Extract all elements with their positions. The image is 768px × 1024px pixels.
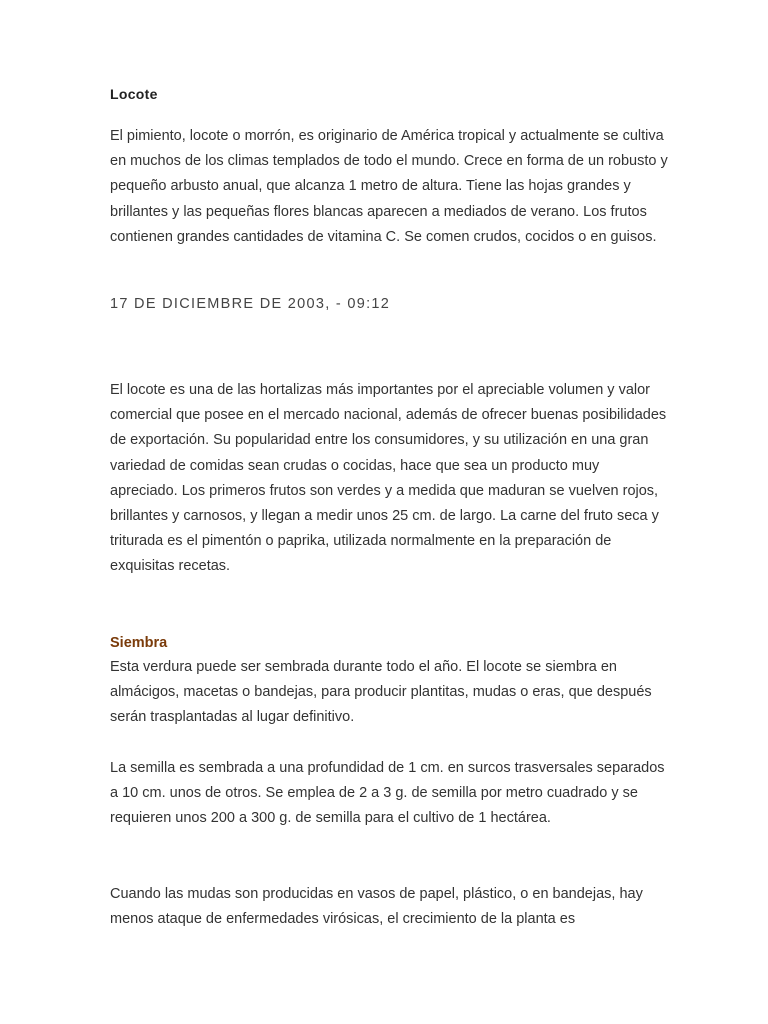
intro-paragraph: El pimiento, locote o morrón, es originario de América tropical y actualmente se cultiva en muchos de los climas templados de todo el mundo. Crece en forma de un robusto y pequeño arbusto anual, que alcanza 1 metro de altura. Tiene las hojas grandes y brillantes y las pequeñas flores blancas aparecen a mediados de verano. Los frutos contienen grandes cantidades de vitamina C. Se comen crudos, cocidos o en guisos. [110, 128, 668, 245]
body-paragraph: El locote es una de las hortalizas más importantes por el apreciable volumen y valor comercial que posee en el mercado nacional, además de ofrecer buenas posibilidades de exportación. Su popularidad entre los consumidores, y su utilización en una gran variedad de comidas sean crudas o cocidas, hace que sea un producto muy apreciado. Los primeros frutos son verdes y a medida que maduran se vuelven rojos, brillantes y carnosos, y llegan a medir unos 25 cm. de largo. La carne del fruto seca y triturada es el pimentón o paprika, utilizada normalmente en la preparación de exquisitas recetas. [110, 382, 667, 575]
publish-date: 17 DE DICIEMBRE DE 2003, - 09:12 [110, 296, 391, 312]
siembra-paragraph-3: Cuando las mudas son producidas en vasos de papel, plástico, o en bandejas, hay menos ataque de enfermedades virósicas, el crecimiento de la planta es [110, 886, 643, 928]
siembra-paragraph-1: Esta verdura puede ser sembrada durante todo el año. El locote se siembra en almácigos, macetas o bandejas, para producir plantitas, mudas o eras, que después serán trasplantadas al lugar definitivo. [110, 659, 652, 726]
siembra-paragraph-2: La semilla es sembrada a una profundidad de 1 cm. en surcos trasversales separados a 10 cm. unos de otros. Se emplea de 2 a 3 g. de semilla por metro cuadrado y se requieren unos 200 a 300 g. de semilla para el cultivo de 1 hectárea. [110, 760, 665, 827]
siembra-heading: Siembra [110, 635, 168, 651]
article-title: Locote [110, 86, 158, 102]
